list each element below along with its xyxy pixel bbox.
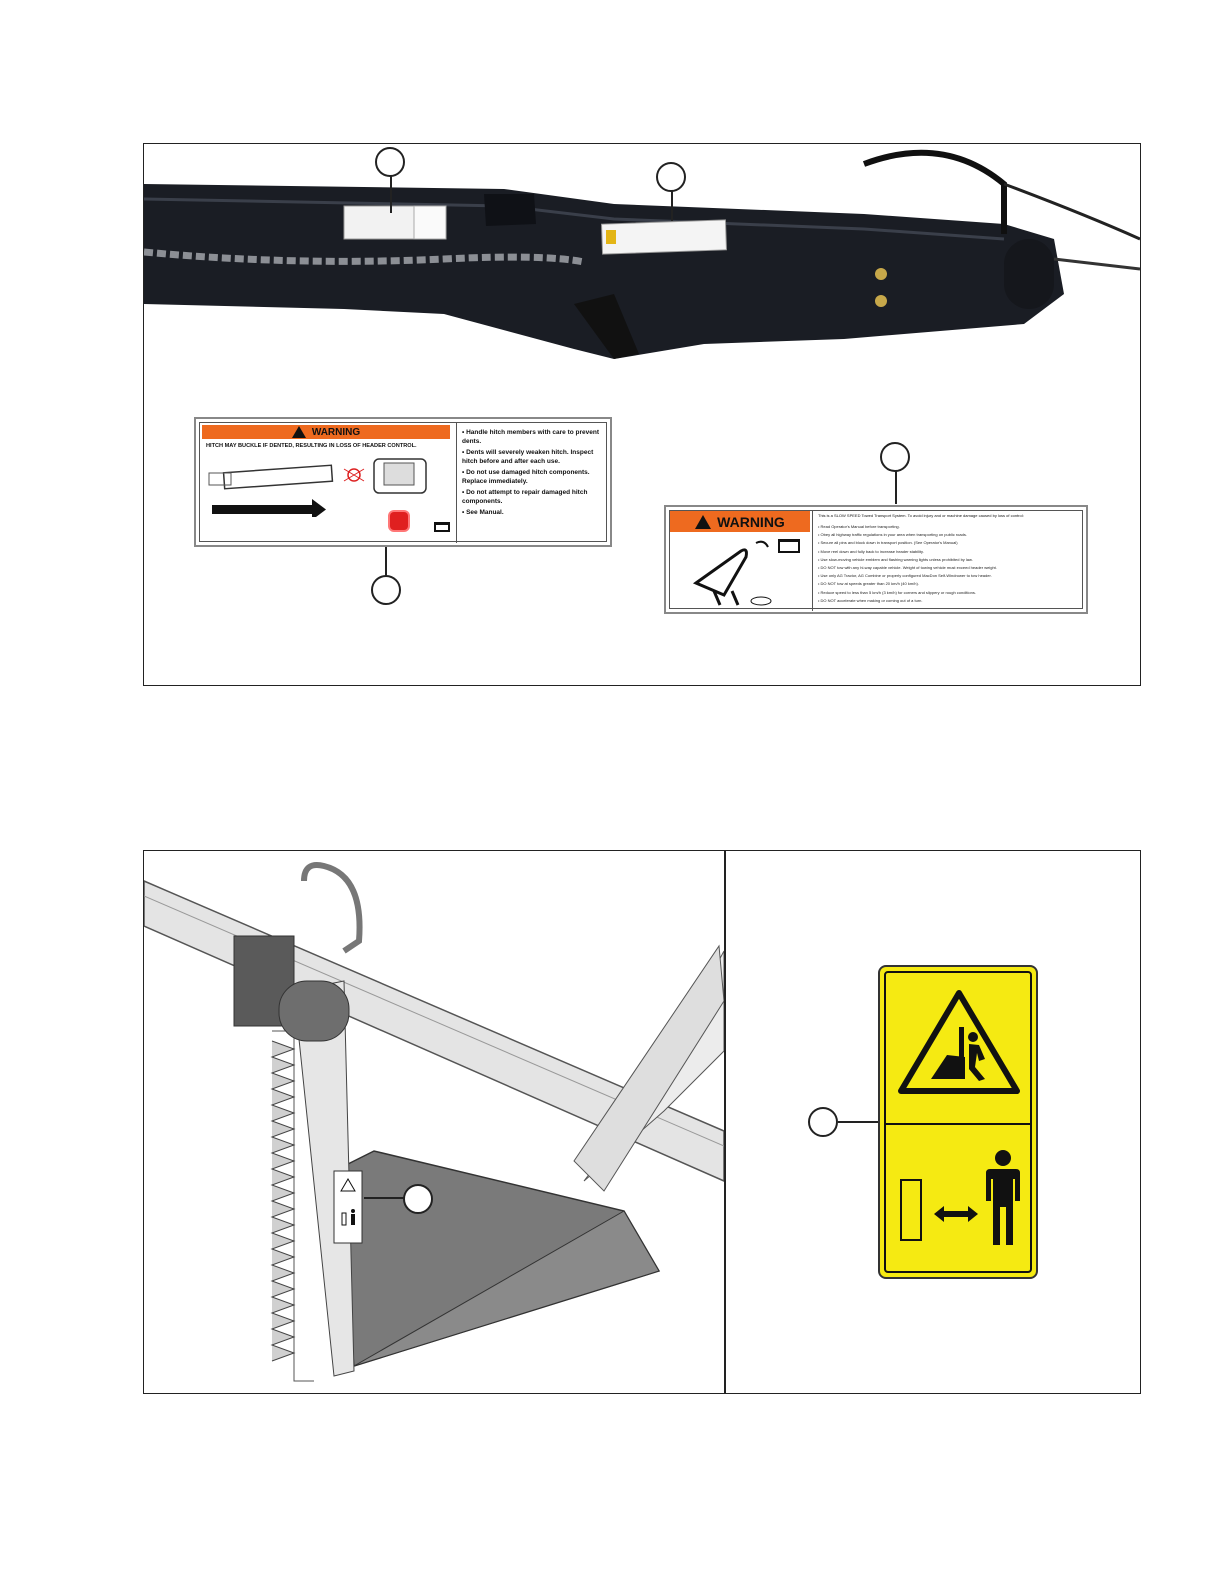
warning-triangle-icon-2 — [695, 515, 711, 529]
decal-divider-2 — [812, 511, 813, 611]
decal-section-divider — [884, 1123, 1032, 1125]
decal-subheader: HITCH MAY BUCKLE IF DENTED, RESULTING IN LOSS OF HEADER CONTROL. — [206, 443, 417, 449]
bullet-5: • See Manual. — [462, 509, 602, 518]
crush-hazard-icon — [895, 987, 1023, 1099]
transport-hazard-illustration — [686, 533, 786, 609]
manual-book-icon — [434, 522, 450, 532]
hitch-buckle-illustration — [204, 455, 454, 517]
figure-panel-divider — [724, 851, 726, 1393]
warning-header-bar-2 — [670, 511, 810, 532]
decal-intro: This is a SLOW SPEED Towed Transport System. To avoid injury and or machine damage caused by loss of control: — [818, 513, 1024, 518]
transport-bullet-5: • Use slow-moving vehicle emblem and flashing warning lights unless prohibited by law. — [818, 556, 1083, 564]
leader-line-3 — [385, 547, 387, 577]
transport-bullet-7: • Use only AG Tractor, AG Combine or properly configured MacDon Self-Windrower to tow header. — [818, 572, 1083, 580]
leader-line-4 — [895, 471, 897, 504]
leader-line-6 — [838, 1121, 878, 1123]
transport-bullet-4: • Move reel down and fully back to increase header stability. — [818, 548, 1083, 556]
transport-bullet-2: • Obey all highway traffic regulations in your area when transporting on public roads. — [818, 531, 1083, 539]
decal-bullets-2 — [818, 523, 1083, 605]
figure-knife-decal — [143, 850, 1141, 1394]
warning-header-text: WARNING — [311, 426, 361, 438]
person-icon — [982, 1149, 1024, 1247]
transport-bullet-10: • DO NOT accelerate when making or coming out of a turn. — [818, 597, 1083, 605]
bullet-1: • Handle hitch members with care to prevent dents. — [462, 429, 602, 446]
warning-triangle-icon — [292, 426, 306, 438]
callout-2 — [656, 162, 686, 192]
transport-warning-decal — [664, 505, 1088, 614]
stop-sign-icon — [390, 512, 408, 530]
callout-4 — [880, 442, 910, 472]
callout-5 — [403, 1184, 433, 1214]
transport-bullet-6: • DO NOT tow with any hi-way capable vehicle. Weight of towing vehicle must exceed header weight. — [818, 564, 1083, 572]
warning-header-bar — [202, 425, 450, 439]
transport-bullet-8: • DO NOT tow at speeds greater than 20 km/h (40 km/h). — [818, 580, 1083, 588]
decal-divider — [456, 423, 457, 543]
bullet-4: • Do not attempt to repair damaged hitch components. — [462, 489, 602, 506]
transport-bullet-9: • Reduce speed to less than 5 km/h (3 km/h) for corners and slippery or rough conditions. — [818, 589, 1083, 597]
leader-line-5 — [364, 1197, 406, 1199]
callout-3 — [371, 575, 401, 605]
callout-1 — [375, 147, 405, 177]
hitch-warning-decal — [194, 417, 612, 547]
figure-hitch-decals — [143, 143, 1141, 686]
decal-bullets — [462, 429, 602, 521]
header-end-drawing — [144, 851, 724, 1393]
hitch-photo — [144, 144, 1140, 374]
callout-6 — [808, 1107, 838, 1137]
crush-hazard-decal — [878, 965, 1038, 1279]
bullet-2: • Dents will severely weaken hitch. Inspect hitch before and after each use. — [462, 449, 602, 466]
transport-bullet-1: • Read Operator's Manual before transporting. — [818, 523, 1083, 531]
machine-panel-icon — [900, 1179, 922, 1241]
warning-header-text-2: WARNING — [717, 513, 785, 530]
manual-book-icon-2 — [778, 539, 800, 553]
leader-line-1 — [390, 176, 392, 213]
leader-line-2 — [671, 191, 673, 221]
double-arrow-icon — [932, 1205, 980, 1223]
bullet-3: • Do not use damaged hitch components. Replace immediately. — [462, 469, 602, 486]
transport-bullet-3: • Secure all pins and block down in transport position. (See Operator's Manual) — [818, 539, 1083, 547]
